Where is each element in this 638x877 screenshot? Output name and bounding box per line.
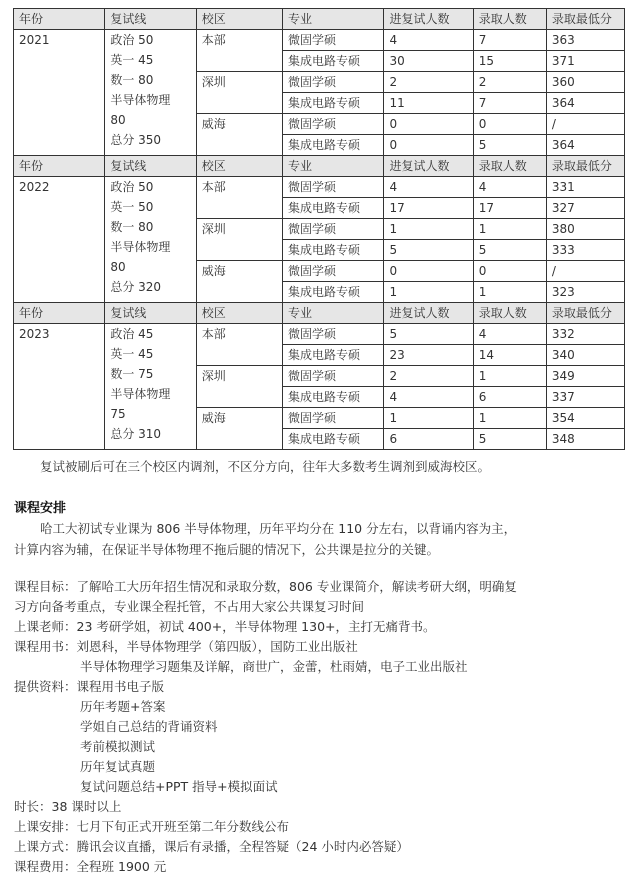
min-score-cell: 348 <box>546 429 624 450</box>
material-item: 课程用书电子版 <box>76 679 165 694</box>
retest-count-cell: 4 <box>384 177 473 198</box>
retest-line-item: 80 <box>110 260 126 274</box>
major-cell: 集成电路专硕 <box>282 282 383 303</box>
min-score-cell: 371 <box>546 51 624 72</box>
admitted-count-cell: 0 <box>473 114 546 135</box>
goal-label: 课程目标： <box>14 579 77 594</box>
mode-label: 上课方式： <box>14 839 77 854</box>
retest-count-cell: 2 <box>384 366 473 387</box>
mode-value: 腾讯会议直播，课后有录播，全程答疑（24 小时内必答疑） <box>76 839 409 854</box>
major-cell: 集成电路专硕 <box>282 93 383 114</box>
admitted-count-cell: 7 <box>473 30 546 51</box>
retest-count-cell: 4 <box>384 30 473 51</box>
header-cell: 校区 <box>196 9 282 30</box>
retest-line-item: 半导体物理 <box>110 387 171 401</box>
retest-line-item: 政治 50 <box>110 180 154 194</box>
teacher-row <box>14 617 626 637</box>
retest-line-item: 数一 80 <box>110 220 154 234</box>
retest-count-cell: 5 <box>384 240 473 261</box>
header-cell: 年份 <box>14 9 105 30</box>
year-cell: 2021 <box>14 30 105 156</box>
min-score-cell: 327 <box>546 198 624 219</box>
min-score-cell: 333 <box>546 240 624 261</box>
schedule-label: 上课安排： <box>14 819 77 834</box>
admitted-count-cell: 14 <box>473 345 546 366</box>
schedule-row <box>14 817 626 837</box>
major-cell: 微固学硕 <box>282 324 383 345</box>
retest-count-cell: 6 <box>384 429 473 450</box>
adjustment-note: 复试被刷后可在三个校区内调剂，不区分方向，往年大多数考生调剂到威海校区。 <box>40 459 491 474</box>
table-row <box>14 177 625 198</box>
admission-score-table <box>13 8 625 450</box>
retest-count-cell: 0 <box>384 261 473 282</box>
admitted-count-cell: 5 <box>473 429 546 450</box>
min-score-cell: 332 <box>546 324 624 345</box>
books-row <box>14 637 626 657</box>
major-cell: 微固学硕 <box>282 366 383 387</box>
retest-count-cell: 30 <box>384 51 473 72</box>
year-cell: 2023 <box>14 324 105 450</box>
retest-line-item: 总分 310 <box>110 427 162 441</box>
header-cell: 校区 <box>196 156 282 177</box>
retest-count-cell: 1 <box>384 408 473 429</box>
header-cell: 录取人数 <box>473 303 546 324</box>
mode-row <box>14 837 626 857</box>
major-cell: 微固学硕 <box>282 72 383 93</box>
retest-line-item: 总分 350 <box>110 133 162 147</box>
teacher-value: 23 考研学姐，初试 400+，半导体物理 130+，主打无痛背书。 <box>76 619 436 634</box>
admitted-count-cell: 7 <box>473 93 546 114</box>
goal-row <box>14 577 626 597</box>
campus-cell: 本部 <box>196 177 282 219</box>
admitted-count-cell: 1 <box>473 408 546 429</box>
material-item: 学姐自己总结的背诵资料 <box>80 719 218 734</box>
admitted-count-cell: 0 <box>473 261 546 282</box>
min-score-cell: 380 <box>546 219 624 240</box>
campus-cell: 威海 <box>196 114 282 156</box>
retest-count-cell: 5 <box>384 324 473 345</box>
retest-count-cell: 0 <box>384 114 473 135</box>
material-item: 历年复试真题 <box>80 759 156 774</box>
campus-cell: 本部 <box>196 30 282 72</box>
major-cell: 微固学硕 <box>282 219 383 240</box>
teacher-label: 上课老师： <box>14 619 77 634</box>
admitted-count-cell: 1 <box>473 282 546 303</box>
header-cell: 进复试人数 <box>384 9 473 30</box>
min-score-cell: 349 <box>546 366 624 387</box>
retest-count-cell: 0 <box>384 135 473 156</box>
table-header-row <box>14 156 625 177</box>
retest-line-item: 半导体物理 <box>110 93 171 107</box>
retest-line-cell <box>105 324 196 450</box>
fee-value: 全程班 1900 元 <box>76 859 167 874</box>
min-score-cell: / <box>546 261 624 282</box>
min-score-cell: 323 <box>546 282 624 303</box>
campus-cell: 威海 <box>196 408 282 450</box>
major-cell: 微固学硕 <box>282 408 383 429</box>
header-cell: 复试线 <box>105 156 196 177</box>
header-cell: 年份 <box>14 303 105 324</box>
header-cell: 进复试人数 <box>384 156 473 177</box>
retest-line-item: 政治 50 <box>110 33 154 47</box>
header-cell: 专业 <box>282 9 383 30</box>
admitted-count-cell: 2 <box>473 72 546 93</box>
header-cell: 专业 <box>282 156 383 177</box>
books-label: 课程用书： <box>14 639 77 654</box>
major-cell: 集成电路专硕 <box>282 429 383 450</box>
goal-value: 了解哈工大历年招生情况和录取分数，806 专业课简介，解读考研大纲，明确复 <box>76 579 517 594</box>
retest-line-item: 总分 320 <box>110 280 162 294</box>
material-item: 考前模拟测试 <box>80 739 156 754</box>
min-score-cell: 363 <box>546 30 624 51</box>
major-cell: 微固学硕 <box>282 114 383 135</box>
header-cell: 录取最低分 <box>546 303 624 324</box>
year-cell: 2022 <box>14 177 105 303</box>
retest-count-cell: 23 <box>384 345 473 366</box>
materials-row <box>14 677 626 697</box>
admitted-count-cell: 15 <box>473 51 546 72</box>
table-row <box>14 324 625 345</box>
course-info <box>14 577 626 877</box>
min-score-cell: 337 <box>546 387 624 408</box>
retest-count-cell: 11 <box>384 93 473 114</box>
retest-line-item: 数一 75 <box>110 367 154 381</box>
major-cell: 集成电路专硕 <box>282 51 383 72</box>
table-header-row <box>14 303 625 324</box>
campus-cell: 本部 <box>196 324 282 366</box>
min-score-cell: 340 <box>546 345 624 366</box>
min-score-cell: 364 <box>546 135 624 156</box>
duration-value: 38 课时以上 <box>51 799 122 814</box>
material-item: 历年考题+答案 <box>80 699 166 714</box>
retest-line-item: 英一 45 <box>110 347 154 361</box>
book-item: 刘恩科，半导体物理学（第四版），国防工业出版社 <box>76 639 358 654</box>
retest-line-item: 英一 45 <box>110 53 154 67</box>
table-header-row <box>14 9 625 30</box>
retest-line-item: 75 <box>110 407 126 421</box>
min-score-cell: 331 <box>546 177 624 198</box>
table-row <box>14 30 625 51</box>
admitted-count-cell: 6 <box>473 387 546 408</box>
retest-line-item: 政治 45 <box>110 327 154 341</box>
course-intro <box>14 518 626 560</box>
admitted-count-cell: 4 <box>473 177 546 198</box>
fee-row <box>14 857 626 877</box>
retest-line-item: 数一 80 <box>110 73 154 87</box>
duration-label: 时长： <box>14 799 52 814</box>
campus-cell: 深圳 <box>196 72 282 114</box>
major-cell: 集成电路专硕 <box>282 387 383 408</box>
major-cell: 微固学硕 <box>282 30 383 51</box>
admitted-count-cell: 5 <box>473 135 546 156</box>
duration-row <box>14 797 626 817</box>
admitted-count-cell: 17 <box>473 198 546 219</box>
retest-count-cell: 4 <box>384 387 473 408</box>
materials-label: 提供资料： <box>14 679 77 694</box>
min-score-cell: 360 <box>546 72 624 93</box>
retest-count-cell: 1 <box>384 282 473 303</box>
retest-count-cell: 2 <box>384 72 473 93</box>
section-title: 课程安排 <box>14 501 67 516</box>
header-cell: 复试线 <box>105 303 196 324</box>
intro-line: 哈工大初试专业课为 806 半导体物理，历年平均分在 110 分左右，以背诵内容为主， <box>40 521 517 536</box>
retest-line-cell <box>105 177 196 303</box>
admitted-count-cell: 1 <box>473 366 546 387</box>
header-cell: 录取人数 <box>473 9 546 30</box>
header-cell: 录取人数 <box>473 156 546 177</box>
retest-line-item: 80 <box>110 113 126 127</box>
material-item: 复试问题总结+PPT 指导+模拟面试 <box>80 779 278 794</box>
header-cell: 专业 <box>282 303 383 324</box>
major-cell: 微固学硕 <box>282 261 383 282</box>
book-item: 半导体物理学习题集及详解，商世广，金蕾，杜雨婧，电子工业出版社 <box>80 659 468 674</box>
header-cell: 年份 <box>14 156 105 177</box>
admitted-count-cell: 1 <box>473 219 546 240</box>
goal-value-cont: 习方向备考重点，专业课全程托管，不占用大家公共课复习时间 <box>14 599 365 614</box>
header-cell: 录取最低分 <box>546 9 624 30</box>
intro-line: 计算内容为辅，在保证半导体物理不拖后腿的情况下，公共课是拉分的关键。 <box>14 542 440 557</box>
major-cell: 集成电路专硕 <box>282 135 383 156</box>
fee-label: 课程费用： <box>14 859 77 874</box>
min-score-cell: 364 <box>546 93 624 114</box>
header-cell: 校区 <box>196 303 282 324</box>
header-cell: 录取最低分 <box>546 156 624 177</box>
retest-count-cell: 17 <box>384 198 473 219</box>
campus-cell: 深圳 <box>196 219 282 261</box>
retest-line-item: 半导体物理 <box>110 240 171 254</box>
min-score-cell: 354 <box>546 408 624 429</box>
retest-line-cell <box>105 30 196 156</box>
retest-line-item: 英一 50 <box>110 200 154 214</box>
min-score-cell: / <box>546 114 624 135</box>
admitted-count-cell: 4 <box>473 324 546 345</box>
major-cell: 集成电路专硕 <box>282 345 383 366</box>
major-cell: 集成电路专硕 <box>282 198 383 219</box>
major-cell: 微固学硕 <box>282 177 383 198</box>
header-cell: 进复试人数 <box>384 303 473 324</box>
schedule-value: 七月下旬正式开班至第二年分数线公布 <box>76 819 290 834</box>
campus-cell: 深圳 <box>196 366 282 408</box>
retest-count-cell: 1 <box>384 219 473 240</box>
header-cell: 复试线 <box>105 9 196 30</box>
campus-cell: 威海 <box>196 261 282 303</box>
admitted-count-cell: 5 <box>473 240 546 261</box>
major-cell: 集成电路专硕 <box>282 240 383 261</box>
